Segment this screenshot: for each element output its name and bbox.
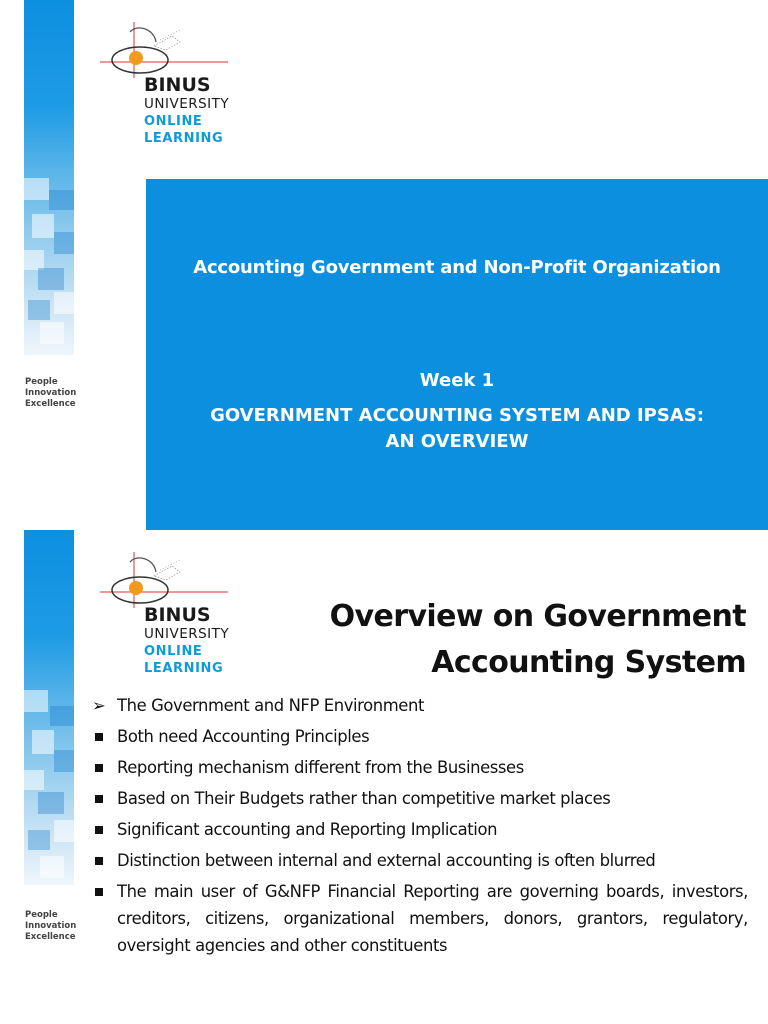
tagline-people: People <box>25 377 58 387</box>
bullet-item <box>92 878 748 959</box>
bullet-text: The main user of G&NFP Financial Reporting are governing boards, investors, creditors, citizens, organizational members, donors, grantors, regulatory, oversight agencies and other constituents <box>117 882 748 955</box>
bullet-text: Reporting mechanism different from the Businesses <box>117 758 524 777</box>
square-bullet-icon <box>95 857 103 865</box>
bullet-item <box>92 785 748 812</box>
logo-university: UNIVERSITY <box>144 626 230 642</box>
binus-logo <box>96 550 256 680</box>
square-bullet-icon <box>95 826 103 834</box>
arrow-bullet-icon: ➢ <box>92 696 106 715</box>
bullet-item <box>92 754 748 781</box>
square-bullet-icon <box>95 733 103 741</box>
slide-title <box>286 594 746 686</box>
tagline-excellence: Excellence <box>25 399 76 409</box>
topic-title <box>166 403 748 455</box>
bullet-item <box>92 723 748 750</box>
binus-logo <box>96 20 256 150</box>
logo-learning: LEARNING <box>144 131 224 146</box>
course-title: Accounting Government and Non-Profit Organization <box>193 257 721 278</box>
bullet-text: Significant accounting and Reporting Implication <box>117 820 498 839</box>
logo-online: ONLINE <box>144 114 203 129</box>
logo-learning: LEARNING <box>144 661 224 676</box>
square-bullet-icon <box>95 888 103 896</box>
square-bullet-icon <box>95 795 103 803</box>
bullet-text: The Government and NFP Environment <box>117 696 425 715</box>
slide-title-line-2: Accounting System <box>431 645 746 680</box>
tagline-excellence: Excellence <box>25 932 76 942</box>
logo-university: UNIVERSITY <box>144 96 230 112</box>
week-label: Week 1 <box>419 370 495 391</box>
logo-emblem-icon <box>96 20 256 80</box>
topic-line-1: GOVERNMENT ACCOUNTING SYSTEM AND IPSAS: <box>210 405 704 426</box>
topic-line-2: AN OVERVIEW <box>385 431 529 452</box>
bullet-item <box>92 847 748 874</box>
bullet-item <box>92 816 748 843</box>
tagline <box>25 910 76 943</box>
square-bullet-icon <box>95 764 103 772</box>
bullet-text: Distinction between internal and external accounting is often blurred <box>117 851 656 870</box>
logo-emblem-icon <box>96 550 256 610</box>
slide-title-line-1: Overview on Government <box>329 599 746 634</box>
decorative-strip <box>24 530 74 885</box>
tagline-people: People <box>25 910 58 920</box>
tagline-innovation: Innovation <box>25 921 77 931</box>
bullet-item <box>92 692 748 719</box>
logo-binus: BINUS <box>144 604 211 626</box>
bullet-text: Based on Their Budgets rather than competitive market places <box>117 789 611 808</box>
bullet-text: Both need Accounting Principles <box>117 727 370 746</box>
bullet-list <box>92 692 748 963</box>
tagline-innovation: Innovation <box>25 388 77 398</box>
tagline <box>25 377 76 410</box>
logo-binus: BINUS <box>144 74 211 96</box>
logo-online: ONLINE <box>144 644 203 659</box>
title-box <box>146 179 768 530</box>
overview-slide <box>0 530 768 1024</box>
decorative-strip <box>24 0 74 355</box>
